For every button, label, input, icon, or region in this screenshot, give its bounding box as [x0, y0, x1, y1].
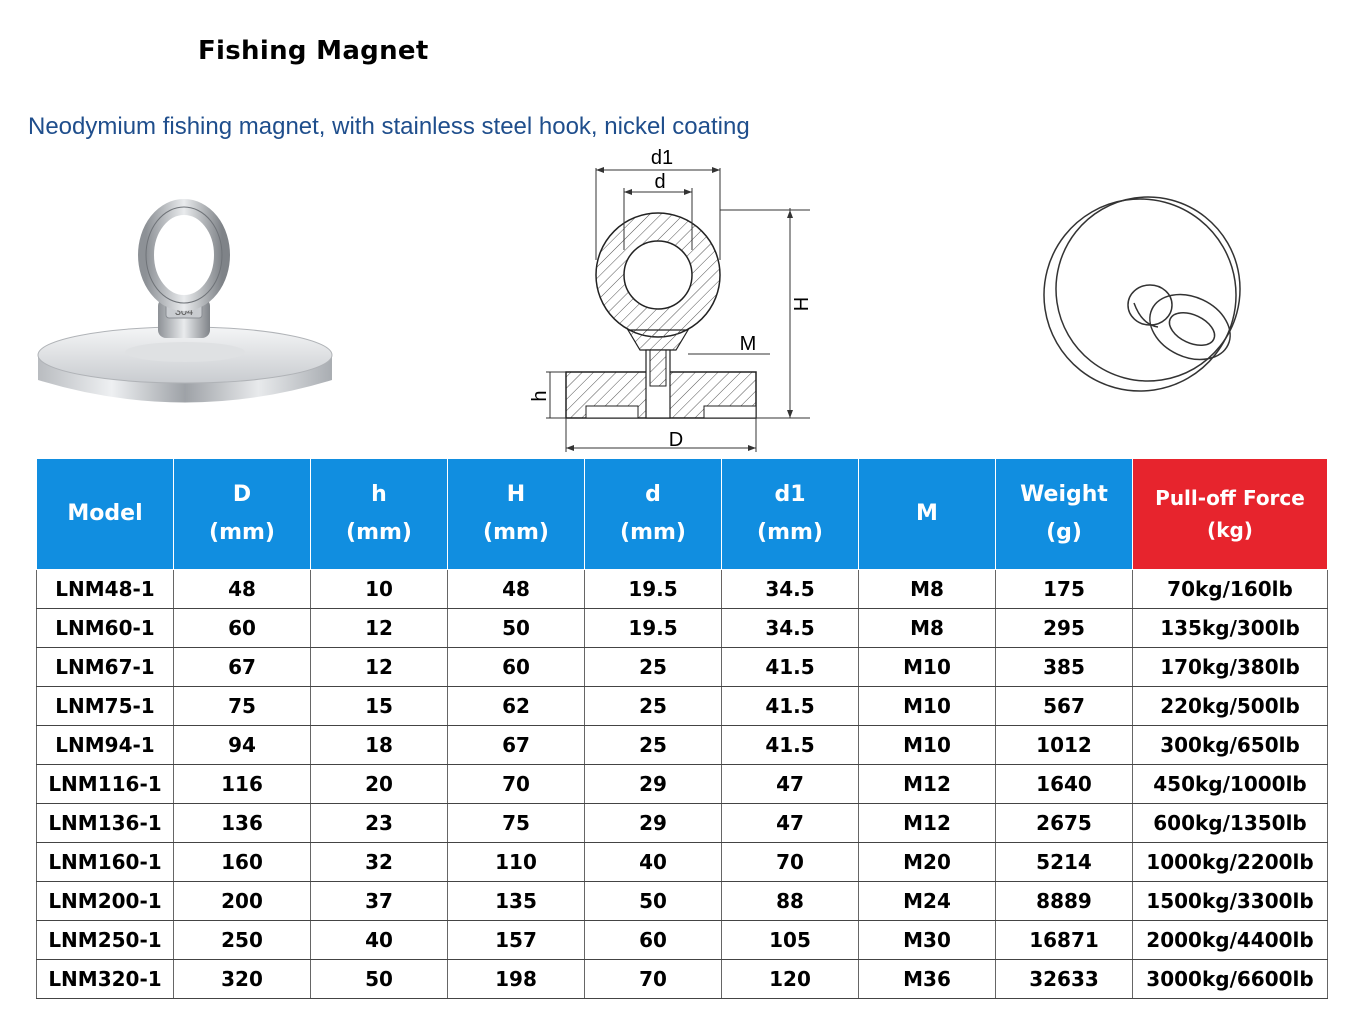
cell-d1: 41.5 [722, 726, 859, 765]
cell-h: 50 [311, 960, 448, 999]
cell-pull-off-force: 600kg/1350lb [1133, 804, 1328, 843]
cell-M: M10 [859, 726, 996, 765]
cell-d: 29 [585, 765, 722, 804]
cell-M: M10 [859, 648, 996, 687]
cell-h: 10 [311, 570, 448, 609]
dim-H-label: H [791, 296, 813, 312]
cell-pull-off-force: 220kg/500lb [1133, 687, 1328, 726]
photo-stamp: 304 [174, 306, 194, 318]
cell-model: LNM67-1 [37, 648, 174, 687]
magnet-photo-side [30, 180, 340, 420]
cell-weight: 1012 [996, 726, 1133, 765]
cell-model: LNM320-1 [37, 960, 174, 999]
cell-d: 25 [585, 726, 722, 765]
cell-M: M36 [859, 960, 996, 999]
cell-h: 12 [311, 648, 448, 687]
cell-D: 116 [174, 765, 311, 804]
table-row [37, 648, 1328, 687]
table-header-row [37, 459, 1328, 570]
cell-pull-off-force: 300kg/650lb [1133, 726, 1328, 765]
cell-h: 40 [311, 921, 448, 960]
cell-D: 200 [174, 882, 311, 921]
cell-D: 250 [174, 921, 311, 960]
cell-d1: 41.5 [722, 648, 859, 687]
cell-h: 20 [311, 765, 448, 804]
cell-d1: 47 [722, 804, 859, 843]
col-header-pull-off-force: Pull-off Force (kg) [1133, 459, 1328, 570]
col-header-d1: d1 (mm) [722, 459, 859, 570]
cell-d: 19.5 [585, 570, 722, 609]
cell-weight: 2675 [996, 804, 1133, 843]
table-row [37, 726, 1328, 765]
cell-model: LNM116-1 [37, 765, 174, 804]
cell-pull-off-force: 450kg/1000lb [1133, 765, 1328, 804]
cell-H: 75 [448, 804, 585, 843]
cell-pull-off-force: 3000kg/6600lb [1133, 960, 1328, 999]
cell-pull-off-force: 1000kg/2200lb [1133, 843, 1328, 882]
cell-H: 60 [448, 648, 585, 687]
table-row [37, 609, 1328, 648]
cell-d: 25 [585, 648, 722, 687]
table-row [37, 882, 1328, 921]
table-row [37, 843, 1328, 882]
cell-H: 135 [448, 882, 585, 921]
cell-H: 157 [448, 921, 585, 960]
cell-h: 12 [311, 609, 448, 648]
cell-M: M12 [859, 804, 996, 843]
cell-h: 37 [311, 882, 448, 921]
cell-d: 19.5 [585, 609, 722, 648]
cell-weight: 1640 [996, 765, 1133, 804]
cell-pull-off-force: 170kg/380lb [1133, 648, 1328, 687]
cell-H: 50 [448, 609, 585, 648]
col-header-D: D (mm) [174, 459, 311, 570]
cell-pull-off-force: 70kg/160lb [1133, 570, 1328, 609]
cell-M: M8 [859, 570, 996, 609]
cell-h: 15 [311, 687, 448, 726]
cell-D: 320 [174, 960, 311, 999]
cell-M: M20 [859, 843, 996, 882]
cell-d1: 34.5 [722, 570, 859, 609]
cell-weight: 567 [996, 687, 1133, 726]
cell-h: 23 [311, 804, 448, 843]
cell-weight: 385 [996, 648, 1133, 687]
col-header-h: h (mm) [311, 459, 448, 570]
cell-weight: 16871 [996, 921, 1133, 960]
cell-d1: 105 [722, 921, 859, 960]
cell-model: LNM48-1 [37, 570, 174, 609]
technical-drawing [520, 140, 830, 460]
cell-H: 62 [448, 687, 585, 726]
table-body [37, 570, 1328, 999]
cell-H: 48 [448, 570, 585, 609]
cell-d: 40 [585, 843, 722, 882]
cell-D: 94 [174, 726, 311, 765]
cell-d1: 88 [722, 882, 859, 921]
col-header-weight: Weight (g) [996, 459, 1133, 570]
cell-D: 75 [174, 687, 311, 726]
cell-M: M8 [859, 609, 996, 648]
cell-pull-off-force: 1500kg/3300lb [1133, 882, 1328, 921]
cell-d: 70 [585, 960, 722, 999]
cell-H: 110 [448, 843, 585, 882]
cell-pull-off-force: 2000kg/4400lb [1133, 921, 1328, 960]
cell-M: M30 [859, 921, 996, 960]
table-row [37, 804, 1328, 843]
product-description: Neodymium fishing magnet, with stainless steel hook, nickel coating [28, 113, 750, 140]
cell-d: 60 [585, 921, 722, 960]
cell-d1: 34.5 [722, 609, 859, 648]
cell-D: 60 [174, 609, 311, 648]
cell-D: 160 [174, 843, 311, 882]
cell-model: LNM160-1 [37, 843, 174, 882]
dim-d-label: d [654, 171, 666, 193]
cell-d: 25 [585, 687, 722, 726]
dim-M-label: M [739, 333, 757, 355]
col-header-H: H (mm) [448, 459, 585, 570]
cell-h: 32 [311, 843, 448, 882]
cell-pull-off-force: 135kg/300lb [1133, 609, 1328, 648]
cell-weight: 175 [996, 570, 1133, 609]
cell-H: 198 [448, 960, 585, 999]
spec-table [36, 458, 1328, 999]
cell-weight: 5214 [996, 843, 1133, 882]
cell-d: 29 [585, 804, 722, 843]
cell-D: 136 [174, 804, 311, 843]
cell-d1: 47 [722, 765, 859, 804]
cell-h: 18 [311, 726, 448, 765]
cell-model: LNM250-1 [37, 921, 174, 960]
magnet-line-drawing [1030, 185, 1270, 415]
cell-D: 48 [174, 570, 311, 609]
cell-D: 67 [174, 648, 311, 687]
cell-weight: 295 [996, 609, 1133, 648]
dim-d1-label: d1 [650, 147, 674, 169]
cell-d1: 120 [722, 960, 859, 999]
dim-D-label: D [668, 429, 684, 451]
table-row [37, 765, 1328, 804]
cell-d: 50 [585, 882, 722, 921]
cell-M: M10 [859, 687, 996, 726]
cell-model: LNM75-1 [37, 687, 174, 726]
cell-H: 70 [448, 765, 585, 804]
col-header-M: M [859, 459, 996, 570]
cell-weight: 8889 [996, 882, 1133, 921]
table-row [37, 570, 1328, 609]
cell-model: LNM94-1 [37, 726, 174, 765]
col-header-model: Model [37, 459, 174, 570]
cell-d1: 70 [722, 843, 859, 882]
cell-M: M12 [859, 765, 996, 804]
cell-model: LNM136-1 [37, 804, 174, 843]
cell-H: 67 [448, 726, 585, 765]
table-row [37, 921, 1328, 960]
cell-model: LNM60-1 [37, 609, 174, 648]
table-row [37, 960, 1328, 999]
table-row [37, 687, 1328, 726]
cell-d1: 41.5 [722, 687, 859, 726]
cell-weight: 32633 [996, 960, 1133, 999]
cell-M: M24 [859, 882, 996, 921]
cell-model: LNM200-1 [37, 882, 174, 921]
col-header-d: d (mm) [585, 459, 722, 570]
page-title: Fishing Magnet [198, 36, 429, 66]
dim-h-label: h [529, 390, 551, 402]
